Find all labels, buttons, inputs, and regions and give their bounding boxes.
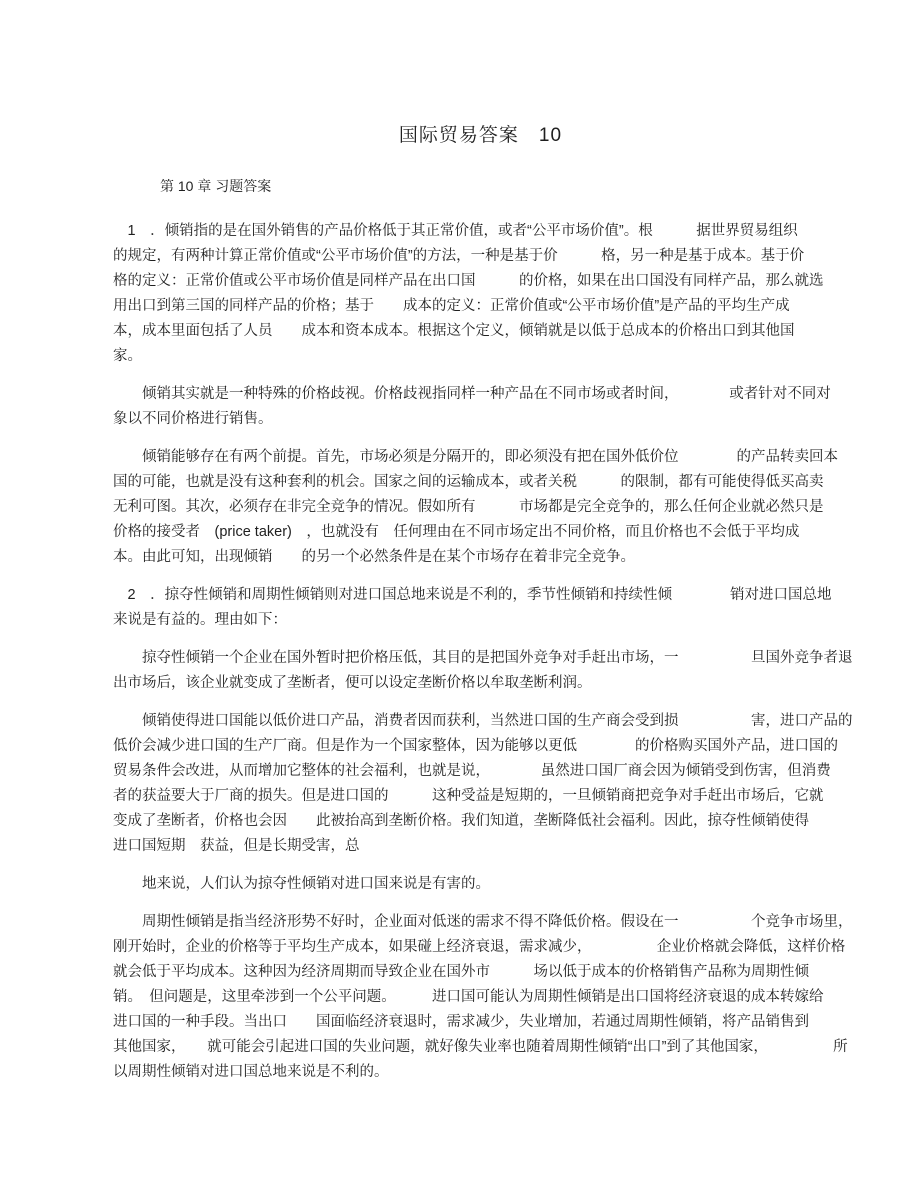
text-line: 来说是有益的。理由如下： [113, 612, 287, 628]
text-line: 本，成本里面包括了人员 成本和资本成本。根据这个定义，倾销就是以低于总成本的价格出口到其他国 [113, 323, 795, 339]
text-line: 本。由此可知，出现倾销 的另一个必然条件是在某个市场存在着非完全竞争。 [113, 549, 635, 565]
text-line: 倾销其实就是一种特殊的价格歧视。价格歧视指同样一种产品在不同市场或者时间， 或者针对不同对 [113, 386, 831, 402]
paragraph [113, 445, 848, 570]
document-body [113, 219, 853, 1085]
text-line: 的规定，有两种计算正常价值或“公平市场价值”的方法，一种是基于价 格，另一种是基于成本。基于价 [113, 248, 805, 264]
text-line: 刚开始时，企业的价格等于平均生产成本，如果碰上经济衰退，需求减少， 企业价格就会降低，这样价格 [113, 939, 846, 955]
paragraph [113, 910, 853, 1085]
text-line: 出市场后，该企业就变成了垄断者，便可以设定垄断价格以牟取垄断利润。 [113, 675, 592, 691]
text-line: 1 ．倾销指的是在国外销售的产品价格低于其正常价值，或者“公平市场价值”。根 据世界贸易组织 [113, 223, 798, 239]
chapter-heading: 第 10 章 习题答案 [160, 178, 272, 194]
text-line: 低价会减少进口国的生产厂商。但是作为一个国家整体，因为能够以更低 的价格购买国外产品，进口国的 [113, 738, 838, 754]
text-line: 格的定义：正常价值或公平市场价值是同样产品在出口国 的价格，如果在出口国没有同样产品，那么就选 [113, 273, 824, 289]
text-line: 倾销能够存在有两个前提。首先，市场必须是分隔开的，即必须没有把在国外低价位 的产品转卖回本 [113, 449, 838, 465]
text-line: 贸易条件会改进，从而增加它整体的社会福利，也就是说， 虽然进口国厂商会因为倾销受到伤害，但消费 [113, 763, 831, 779]
paragraph [113, 583, 848, 633]
text-line: 以周期性倾销对进口国总地来说是不利的。 [113, 1064, 389, 1080]
text-line: 倾销使得进口国能以低价进口产品，消费者因而获利，当然进口国的生产商会受到损 害，进口产品的 [113, 713, 853, 729]
text-line: 就会低于平均成本。这种因为经济周期而导致企业在国外市 场以低于成本的价格销售产品称为周期性倾 [113, 964, 809, 980]
text-line: 者的获益要大于厂商的损失。但是进口国的 这种受益是短期的，一旦倾销商把竞争对手赶出市场后，它就 [113, 788, 824, 804]
text-line: 2 ．掠夺性倾销和周期性倾销则对进口国总地来说是不利的，季节性倾销和持续性倾 销对进口国总地 [113, 587, 832, 603]
text-line: 家。 [113, 348, 142, 364]
text-line: 其他国家， 就可能会引起进口国的失业问题，就好像失业率也随着周期性倾销“出口”到了其他国家， 所 [113, 1039, 848, 1055]
paragraph [113, 382, 848, 432]
text-line: 无利可图。其次，必须存在非完全竞争的情况。假如所有 市场都是完全竞争的，那么任何企业就必然只是 [113, 499, 824, 515]
text-line: 象以不同价格进行销售。 [113, 411, 273, 427]
paragraph [113, 646, 853, 696]
text-line: 周期性倾销是指当经济形势不好时，企业面对低迷的需求不得不降低价格。假设在一 个竞争市场里， [113, 914, 853, 930]
text-line: 变成了垄断者，价格也会因 此被抬高到垄断价格。我们知道，垄断降低社会福利。因此，掠夺性倾销使得 [113, 813, 809, 829]
text-line: 掠夺性倾销一个企业在国外暂时把价格压低，其目的是把国外竞争对手赶出市场，一 旦国外竞争者退 [113, 650, 853, 666]
text-line: 用出口到第三国的同样产品的价格；基于 成本的定义：正常价值或“公平市场价值”是产品的平均生产成 [113, 298, 790, 314]
text-line: 价格的接受者 (price taker) ，也就没有 任何理由在不同市场定出不同价格，而且价格也不会低于平均成 [113, 524, 800, 540]
text-line: 进口国短期 获益，但是长期受害，总 [113, 838, 360, 854]
paragraph [113, 872, 848, 897]
paragraph [113, 709, 853, 859]
text-line: 国的可能，也就是没有这种套利的机会。国家之间的运输成本，或者关税 的限制，都有可能使得低买高卖 [113, 474, 824, 490]
text-line: 地来说，人们认为掠夺性倾销对进口国来说是有害的。 [113, 876, 490, 892]
paragraph [113, 219, 848, 369]
page-title: 国际贸易答案 10 [398, 125, 563, 146]
text-line: 销。 但问题是，这里牵涉到一个公平问题。 进口国可能认为周期性倾销是出口国将经济衰退的成本转嫁给 [113, 989, 824, 1005]
text-line: 进口国的一种手段。当出口 国面临经济衰退时，需求减少，失业增加，若通过周期性倾销，将产品销售到 [113, 1014, 809, 1030]
